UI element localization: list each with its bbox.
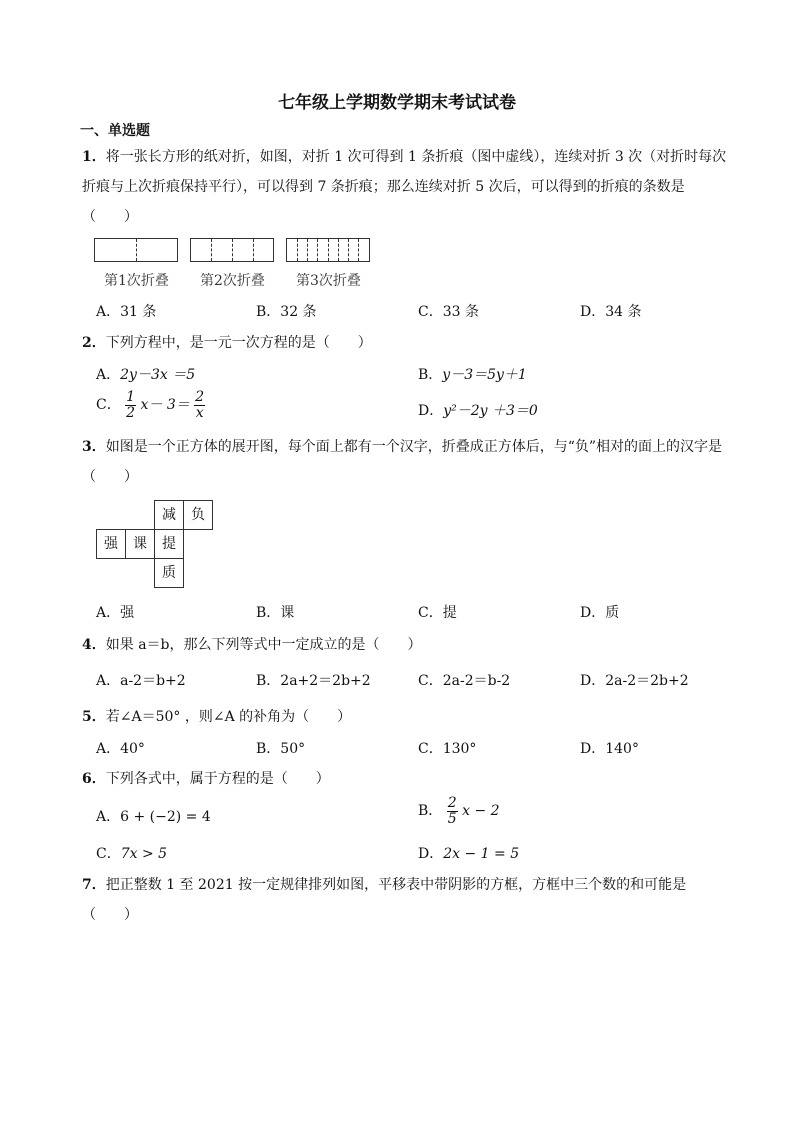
option-b[interactable]: B．2a+2＝2b+2	[256, 673, 371, 689]
option-expression: 2y－3x ＝5	[120, 367, 196, 383]
question-2	[82, 332, 372, 352]
option-b[interactable]: B．50°	[256, 741, 306, 757]
crease-line	[136, 239, 137, 261]
net-cell: 质	[154, 558, 184, 588]
fold-caption: 第1次折叠	[104, 273, 169, 289]
page-title: 七年级上学期数学期末考试试卷	[278, 93, 516, 113]
question-5	[82, 706, 351, 726]
option-a[interactable]: A．31 条	[96, 304, 157, 320]
question-text: 将一张长方形的纸对折，如图，对折 1 次可得到 1 条折痕（图中虚线），连续对折 3 次（对折时每次	[105, 149, 727, 165]
option-d[interactable]: D．140°	[580, 741, 639, 757]
question-1-paren: （ ）	[82, 209, 138, 225]
option-d[interactable]: D．2a-2＝2b+2	[580, 673, 689, 689]
net-cell: 减	[154, 500, 184, 530]
fold-strip-3	[286, 238, 370, 262]
option-a[interactable]: A．强	[96, 605, 135, 621]
net-cell: 强	[96, 529, 126, 559]
option-expression: y²－2y ＋3＝0	[443, 403, 538, 419]
crease-line	[307, 239, 308, 261]
question-text: 如果 a＝b，那么下列等式中一定成立的是（ ）	[105, 637, 422, 653]
option-b[interactable]: B．32 条	[256, 304, 317, 320]
crease-line	[338, 239, 339, 261]
question-number: 6．	[82, 771, 106, 787]
option-c[interactable]: C．33 条	[418, 304, 479, 320]
crease-line	[232, 239, 233, 261]
question-1	[82, 146, 726, 166]
question-text: 下列各式中，属于方程的是（ ）	[105, 771, 330, 787]
question-number: 4．	[82, 637, 106, 653]
crease-line	[211, 239, 212, 261]
net-cell: 课	[125, 529, 155, 559]
option-d[interactable]	[418, 843, 519, 863]
option-d[interactable]: D．34 条	[580, 304, 642, 320]
net-cell: 负	[183, 500, 213, 530]
option-expression: 2x − 1 = 5	[443, 846, 520, 862]
option-c[interactable]	[96, 390, 205, 420]
option-d[interactable]: D．质	[580, 605, 620, 621]
fold-strip-1	[94, 238, 178, 262]
option-expression: x－ 3＝	[140, 397, 190, 414]
question-number: 1．	[82, 149, 106, 165]
option-a[interactable]	[96, 806, 211, 826]
option-expression: y－3＝5y＋1	[442, 367, 527, 383]
option-label: A．	[96, 809, 121, 825]
section-heading: 一、单选题	[80, 123, 150, 139]
fold-caption: 第3次折叠	[296, 273, 361, 289]
option-label: B．	[418, 367, 443, 383]
option-c[interactable]: C．2a-2＝b-2	[418, 673, 511, 689]
option-expression: x − 2	[462, 803, 500, 820]
option-label: B．	[418, 803, 443, 820]
question-number: 3．	[82, 439, 106, 455]
option-label: A．	[96, 367, 121, 383]
crease-line	[297, 239, 298, 261]
fraction: $\frac{1}{2}$	[126, 389, 136, 421]
fold-caption: 第2次折叠	[200, 273, 265, 289]
crease-line	[328, 239, 329, 261]
option-expression: 6 + (−2) = 4	[120, 809, 211, 825]
option-a[interactable]	[96, 364, 195, 384]
option-label: C．	[96, 846, 121, 862]
question-text: 若∠A＝50° ，则∠A 的补角为（ ）	[105, 709, 352, 725]
question-text: 把正整数 1 至 2021 按一定规律排列如图，平移表中带阴影的方框，方框中三个数的和可能是	[105, 877, 687, 893]
crease-line	[358, 239, 359, 261]
option-expression: 7x > 5	[120, 846, 168, 862]
option-d[interactable]	[418, 400, 538, 420]
question-number: 7．	[82, 877, 106, 893]
question-6	[82, 768, 330, 788]
fraction: $\frac{2}{5}$	[447, 795, 457, 827]
question-text: 如图是一个正方体的展开图，每个面上都有一个汉字，折叠成正方体后，与“负”相对的面上的汉字是	[105, 439, 723, 455]
question-3-paren: （ ）	[82, 469, 138, 485]
crease-line	[348, 239, 349, 261]
question-7	[82, 874, 686, 894]
option-label: C．	[96, 397, 121, 414]
question-number: 2．	[82, 335, 106, 351]
option-b[interactable]	[418, 796, 500, 826]
net-cell: 提	[154, 529, 184, 559]
crease-line	[317, 239, 318, 261]
option-b[interactable]	[418, 364, 527, 384]
option-c[interactable]: C．提	[418, 605, 457, 621]
question-text: 下列方程中，是一元一次方程的是（ ）	[105, 335, 372, 351]
option-c[interactable]: C．130°	[418, 741, 477, 757]
option-label: D．	[418, 403, 444, 419]
option-b[interactable]: B．课	[256, 605, 295, 621]
question-7-paren: （ ）	[82, 907, 138, 923]
option-a[interactable]: A．a-2＝b+2	[96, 673, 186, 689]
option-a[interactable]: A．40°	[96, 741, 145, 757]
option-c[interactable]	[96, 843, 167, 863]
question-4	[82, 634, 422, 654]
crease-line	[253, 239, 254, 261]
fraction: $\frac{2}{x}$	[195, 389, 205, 421]
option-label: D．	[418, 846, 444, 862]
question-1-line2: 折痕与上次折痕保持平行），可以得到 7 条折痕；那么连续对折 5 次后，可以得到的折痕的条数是	[82, 179, 685, 195]
question-3	[82, 436, 722, 456]
fold-strip-2	[190, 238, 274, 262]
question-number: 5．	[82, 709, 106, 725]
